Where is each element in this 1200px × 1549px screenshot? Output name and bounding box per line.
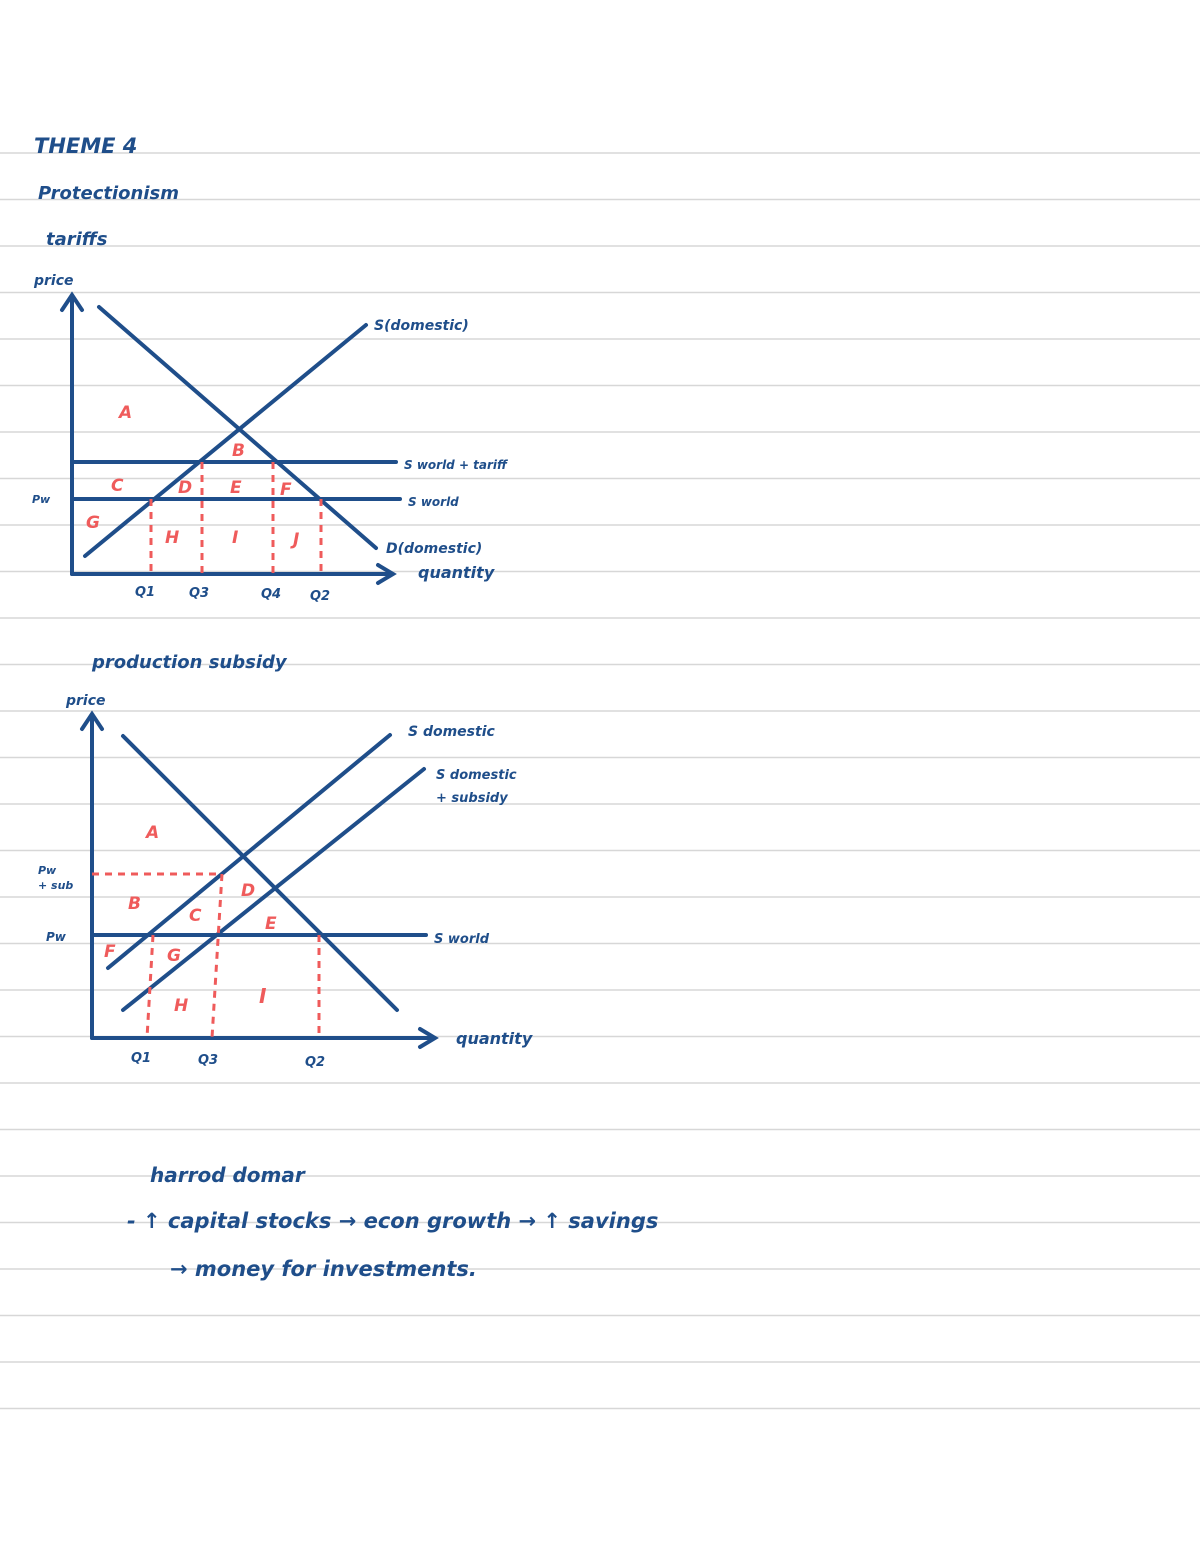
tariff-q1-label: Q1 <box>135 585 156 600</box>
tariff-area-f: F <box>280 480 292 500</box>
tariff-area-d: D <box>178 478 193 498</box>
sub-supply-subsidy-curve <box>123 769 424 1010</box>
sub-area-g: G <box>167 946 181 966</box>
tariff-area-j: J <box>293 530 300 550</box>
tariff-y-axis-label: price <box>34 273 74 289</box>
tariff-pw-label: Pw <box>32 493 51 506</box>
tariff-world-tariff-label: S world + tariff <box>404 458 508 472</box>
tariff-supply-label: S(domestic) <box>374 318 469 334</box>
tariff-q2-label: Q2 <box>310 589 331 604</box>
topic-heading: Protectionism <box>38 183 179 204</box>
tariff-area-b: B <box>232 441 245 461</box>
q3-sub-guide <box>212 874 222 1038</box>
sub-area-a: A <box>146 823 160 843</box>
notes-line-2: → money for investments. <box>170 1257 477 1281</box>
section-heading-subsidy: production subsidy <box>92 652 287 673</box>
sub-subsidy-label-2: + subsidy <box>436 791 508 806</box>
sub-q3-label: Q3 <box>198 1053 219 1068</box>
sub-pw-sub-label-2: + sub <box>38 879 74 892</box>
tariff-world-label: S world <box>408 495 459 509</box>
sub-q2-label: Q2 <box>305 1055 326 1070</box>
tariff-diagram <box>62 295 400 583</box>
sub-area-c: C <box>189 906 202 926</box>
sub-y-axis-label: price <box>66 693 106 709</box>
sub-q1-label: Q1 <box>131 1051 152 1066</box>
tariff-area-i: I <box>232 528 239 548</box>
sub-area-e: E <box>265 914 277 934</box>
sub-area-i: I <box>259 984 267 1008</box>
tariff-q3-label: Q3 <box>189 586 210 601</box>
page-title: THEME 4 <box>34 134 138 158</box>
notes-heading: harrod domar <box>150 1163 305 1187</box>
sub-subsidy-label-1: S domestic <box>436 768 517 783</box>
sub-pw-sub-label-1: Pw <box>38 864 57 877</box>
sub-area-h: H <box>174 996 189 1016</box>
tariff-area-c: C <box>111 476 124 496</box>
sub-x-axis-label: quantity <box>456 1029 533 1048</box>
tariff-area-a: A <box>119 403 133 423</box>
tariff-demand-label: D(domestic) <box>386 541 483 557</box>
section-heading-tariffs: tariffs <box>46 229 108 250</box>
tariff-area-g: G <box>86 513 100 533</box>
tariff-x-axis-label: quantity <box>418 563 495 582</box>
sub-world-label: S world <box>434 932 490 947</box>
sub-demand-curve <box>123 736 397 1010</box>
tariff-q4-label: Q4 <box>261 587 282 602</box>
sub-supply-label: S domestic <box>408 724 495 740</box>
tariff-area-e: E <box>230 478 242 498</box>
tariff-area-h: H <box>165 528 180 548</box>
sub-area-f: F <box>104 942 116 962</box>
supply-curve <box>85 325 366 556</box>
notes-line-1: - ↑ capital stocks → econ growth → ↑ savings <box>127 1209 659 1233</box>
sub-area-d: D <box>241 881 256 901</box>
sub-area-b: B <box>128 894 141 914</box>
sub-pw-label: Pw <box>46 930 66 944</box>
